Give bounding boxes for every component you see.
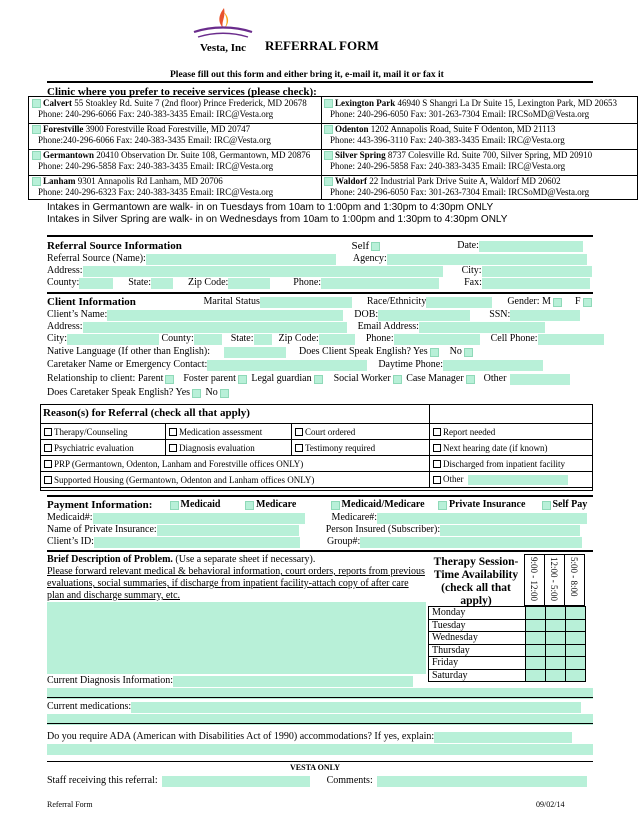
- comments-field[interactable]: [377, 776, 587, 787]
- self-checkbox[interactable]: [371, 242, 380, 251]
- comments-label: Comments:: [326, 775, 373, 786]
- time-header-1: 9:00 - 12:00: [524, 554, 545, 606]
- reason-therapy[interactable]: Therapy/Counseling: [41, 424, 166, 440]
- medications-field[interactable]: [131, 702, 581, 713]
- speak-english-label: Does Client Speak English? Yes: [299, 346, 428, 357]
- reasons-table: [40, 423, 593, 488]
- referral-row-2: [47, 253, 593, 265]
- checkbox[interactable]: [433, 460, 441, 468]
- ada-row: [47, 731, 593, 743]
- checkbox[interactable]: [44, 460, 52, 468]
- client-row-1: [47, 296, 593, 308]
- slot-checkbox[interactable]: [545, 607, 565, 620]
- referral-source-heading: Referral Source Information: [47, 240, 182, 252]
- diagnosis-row: [47, 675, 593, 687]
- divider: [47, 761, 593, 762]
- referral-fax-field[interactable]: [482, 278, 590, 289]
- footer-right: 09/02/14: [536, 800, 565, 809]
- referral-name-label: Referral Source (Name):: [47, 253, 146, 264]
- client-zip-field[interactable]: [319, 334, 355, 345]
- divider: [47, 495, 593, 497]
- clinic-checkbox[interactable]: [324, 99, 333, 108]
- referral-address-label: Address:: [47, 265, 83, 276]
- medicare-num-label: Medicare#:: [331, 512, 378, 523]
- reason-prp[interactable]: PRP (Germantown, Odenton, Lanham and Forestville offices ONLY): [41, 456, 430, 472]
- caretaker-label: Caretaker Name or Emergency Contact:: [47, 359, 208, 370]
- footer-left: Referral Form: [47, 800, 93, 809]
- reason-report[interactable]: Report needed: [430, 424, 593, 440]
- group-field[interactable]: [360, 537, 582, 548]
- clinic-checkbox[interactable]: [324, 125, 333, 134]
- slot-checkbox[interactable]: [525, 657, 545, 670]
- group-label: Group#:: [326, 536, 361, 547]
- referral-phone-label: Phone:: [293, 277, 322, 288]
- reason-discharged[interactable]: Discharged from inpatient facility: [430, 456, 593, 472]
- medicare-label: Medicare: [256, 499, 297, 510]
- client-name-field[interactable]: [107, 310, 343, 321]
- slot-checkbox[interactable]: [525, 607, 545, 620]
- reason-diagnosis[interactable]: Diagnosis evaluation: [166, 440, 292, 456]
- availability-row: Wednesday: [429, 632, 586, 645]
- reason-court[interactable]: Court ordered: [292, 424, 430, 440]
- referral-state-field[interactable]: [151, 278, 173, 289]
- male-checkbox[interactable]: [553, 298, 562, 307]
- slot-checkbox[interactable]: [565, 632, 585, 645]
- time-header-3: 5:00 - 8:00: [564, 554, 585, 606]
- referral-row-1: [47, 240, 593, 252]
- case-manager-label: Case Manager: [406, 373, 464, 384]
- referral-zip-field[interactable]: [228, 278, 270, 289]
- slot-checkbox[interactable]: [545, 657, 565, 670]
- referral-row-4: [47, 277, 593, 289]
- slot-checkbox[interactable]: [525, 619, 545, 632]
- form-instructions: Please fill out this form and either bring it, e-mail it, mail it or fax it: [170, 70, 444, 80]
- private-insurance-checkbox[interactable]: [438, 501, 447, 510]
- medicaid-num-label: Medicaid#:: [47, 512, 93, 523]
- client-id-field[interactable]: [94, 537, 300, 548]
- client-state-field[interactable]: [254, 334, 272, 345]
- medicaid-checkbox[interactable]: [170, 501, 179, 510]
- client-row-2: [47, 309, 593, 321]
- caretaker-field[interactable]: [207, 360, 367, 371]
- dob-field[interactable]: [378, 310, 470, 321]
- medicare-checkbox[interactable]: [245, 501, 254, 510]
- date-field[interactable]: [479, 241, 583, 252]
- problem-description-field[interactable]: [47, 602, 426, 674]
- diagnosis-field[interactable]: [173, 676, 413, 687]
- payment-row-2: [47, 512, 593, 524]
- slot-checkbox[interactable]: [545, 632, 565, 645]
- referral-city-label: City:: [461, 265, 482, 276]
- clinic-checkbox[interactable]: [32, 177, 41, 186]
- referral-phone-field[interactable]: [321, 278, 439, 289]
- date-label: Date:: [457, 240, 479, 251]
- referral-row-3: [47, 265, 593, 277]
- referral-zip-label: Zip Code:: [188, 277, 229, 288]
- foster-checkbox[interactable]: [238, 375, 247, 384]
- checkbox[interactable]: [169, 444, 177, 452]
- race-field[interactable]: [426, 297, 492, 308]
- reason-testimony[interactable]: Testimony required: [292, 440, 430, 456]
- relationship-label: Relationship to client: Parent: [47, 373, 164, 384]
- payment-heading: Payment Information:: [47, 499, 153, 511]
- speak-english-no-checkbox[interactable]: [464, 348, 473, 357]
- flame-logo-icon: [188, 6, 258, 40]
- walkin-germantown: Intakes in Germantown are walk- in on Tuesdays from 10am to 1:00pm and 1:30pm to 4:30pm ONLY: [47, 202, 494, 213]
- diagnosis-label: Current Diagnosis Information:: [47, 675, 174, 686]
- client-address-field[interactable]: [83, 322, 347, 333]
- slot-checkbox[interactable]: [545, 619, 565, 632]
- cell-label: Cell Phone:: [490, 333, 538, 344]
- private-insurance-label: Private Insurance: [449, 499, 526, 510]
- agency-label: Agency:: [352, 253, 387, 264]
- marital-field[interactable]: [260, 297, 352, 308]
- client-row-4: [47, 333, 593, 345]
- private-ins-label: Name of Private Insurance:: [47, 524, 157, 535]
- female-checkbox[interactable]: [583, 298, 592, 307]
- referral-city-field[interactable]: [482, 266, 592, 277]
- referral-state-label: State:: [128, 277, 152, 288]
- checkbox[interactable]: [295, 428, 303, 436]
- ada-label: Do you require ADA (American with Disabilities Act of 1990) accommodations? If yes, explain:: [47, 731, 435, 742]
- private-ins-field[interactable]: [157, 525, 299, 536]
- slot-checkbox[interactable]: [565, 607, 585, 620]
- marital-label: Marital Status: [203, 296, 260, 307]
- vesta-logo: [188, 6, 258, 56]
- availability-table: [428, 606, 586, 682]
- vesta-only-row: [47, 775, 593, 787]
- language-label: Native Language (If other than English):: [47, 346, 210, 357]
- no-label: No: [449, 346, 462, 357]
- medicaid-medicare-checkbox[interactable]: [331, 501, 340, 510]
- clinic-checkbox[interactable]: [324, 151, 333, 160]
- checkbox[interactable]: [44, 428, 52, 436]
- clinic-checkbox[interactable]: [32, 125, 41, 134]
- referral-county-field[interactable]: [79, 278, 113, 289]
- self-pay-label: Self Pay: [552, 499, 588, 510]
- clinic-checkbox[interactable]: [32, 151, 41, 160]
- clinic-lexington-park[interactable]: Lexington Park 46940 S Shangri La Dr Suite 15, Lexington Park, MD 20653 Phone: 240-296-6050 Fax: 301-263-7304 Email: IRCSoMD@Vesta.org: [322, 98, 636, 120]
- daytime-label: Daytime Phone:: [378, 359, 444, 370]
- caretaker-english-label: Does Caretaker Speak English? Yes: [47, 387, 191, 398]
- cell-field[interactable]: [538, 334, 604, 345]
- medicare-num-field[interactable]: [377, 513, 587, 524]
- medicaid-label: Medicaid: [180, 499, 221, 510]
- caretaker-english-no-checkbox[interactable]: [220, 389, 229, 398]
- payment-row-4: [47, 536, 593, 548]
- form-title: REFERRAL FORM: [265, 38, 379, 53]
- client-row-8: [47, 387, 593, 399]
- foster-label: Foster parent: [183, 373, 236, 384]
- slot-checkbox[interactable]: [565, 657, 585, 670]
- divider: [47, 81, 593, 83]
- staff-label: Staff receiving this referral:: [47, 775, 158, 786]
- other-label: Other: [483, 373, 507, 384]
- medications-row: [47, 701, 593, 713]
- daytime-field[interactable]: [443, 360, 543, 371]
- client-heading: Client Information: [47, 296, 136, 308]
- reason-other[interactable]: Other: [430, 472, 593, 488]
- client-city-field[interactable]: [67, 334, 159, 345]
- divider: [47, 697, 593, 698]
- email-field[interactable]: [419, 322, 545, 333]
- social-checkbox[interactable]: [393, 375, 402, 384]
- client-row-6: [47, 359, 593, 371]
- clinics-heading: Clinic where you prefer to receive services (please check):: [47, 86, 317, 98]
- availability-row: Tuesday: [429, 619, 586, 632]
- slot-checkbox[interactable]: [525, 632, 545, 645]
- medicaid-num-field[interactable]: [93, 513, 305, 524]
- clinic-checkbox[interactable]: [324, 177, 333, 186]
- clinic-calvert[interactable]: Calvert 55 Stoakley Rd. Suite 7 (2nd floor) Prince Frederick, MD 20678 Phone: 240-296-6066 Fax: 240-383-3435 Email: IRC@Vesta.org: [30, 98, 320, 120]
- availability-row: Friday: [429, 657, 586, 670]
- client-zip-label: Zip Code:: [278, 333, 319, 344]
- client-county-field[interactable]: [194, 334, 222, 345]
- client-phone-label: Phone:: [365, 333, 394, 344]
- clinic-lanham[interactable]: Lanham 9301 Annapolis Rd Lanham, MD 20706 Phone: 240-296-6323 Fax: 240-383-3435 Email: IRC@Vesta.org: [30, 176, 320, 198]
- parent-checkbox[interactable]: [165, 375, 174, 384]
- availability-row: Thursday: [429, 644, 586, 657]
- female-label: F: [574, 296, 581, 307]
- time-header-2: 12:00 - 5:00: [544, 554, 565, 606]
- divider: [47, 723, 593, 724]
- client-name-label: Client’s Name:: [47, 309, 108, 320]
- race-label: Race/Ethnicity: [366, 296, 427, 307]
- clinic-checkbox[interactable]: [32, 99, 41, 108]
- divider: [47, 235, 593, 237]
- checkbox[interactable]: [433, 428, 441, 436]
- checkbox[interactable]: [169, 428, 177, 436]
- client-row-7: [47, 373, 593, 385]
- agency-field[interactable]: [387, 254, 587, 265]
- email-label: Email Address:: [357, 321, 419, 332]
- relationship-other-field[interactable]: [510, 374, 570, 385]
- referral-address-field[interactable]: [83, 266, 443, 277]
- ada-field[interactable]: [434, 732, 572, 743]
- self-label: Self: [351, 240, 370, 252]
- walkin-silver-spring: Intakes in Silver Spring are walk- in on Wednesdays from 10am to 1:00pm and 1:30pm to 4:30pm ONLY: [47, 214, 508, 225]
- self-pay-checkbox[interactable]: [542, 501, 551, 510]
- checkbox[interactable]: [433, 444, 441, 452]
- availability-title: Therapy Session-Time Availability (check all that apply): [433, 556, 519, 607]
- payment-row-3: [47, 524, 593, 536]
- problem-note: (Use a separate sheet if necessary).: [172, 554, 316, 565]
- language-field[interactable]: [224, 347, 286, 358]
- reason-hearing[interactable]: Next hearing date (if known): [430, 440, 593, 456]
- client-city-label: City:: [47, 333, 68, 344]
- client-id-label: Client’s ID:: [47, 536, 94, 547]
- referral-name-field[interactable]: [146, 254, 336, 265]
- reasons-box: [40, 404, 593, 491]
- ada-field-continued[interactable]: [47, 744, 593, 755]
- checkbox[interactable]: [295, 444, 303, 452]
- logo-text: Vesta, Inc: [200, 42, 247, 54]
- vesta-only-heading: VESTA ONLY: [290, 763, 341, 772]
- social-label: Social Worker: [333, 373, 391, 384]
- clinic-forestville[interactable]: Forestville 3900 Forestville Road Forestville, MD 20747 Phone:240-296-6066 Fax: 240-383-3435 Email: IRC@Vesta.org: [30, 124, 320, 146]
- referral-county-label: County:: [47, 277, 80, 288]
- medicaid-medicare-label: Medicaid/Medicare: [341, 499, 425, 510]
- staff-field[interactable]: [162, 776, 310, 787]
- slot-checkbox[interactable]: [565, 644, 585, 657]
- payment-row-1: [47, 499, 593, 511]
- client-row-5: [47, 346, 593, 358]
- subscriber-label: Person Insured (Subscriber):: [325, 524, 441, 535]
- client-row-3: [47, 321, 593, 333]
- slot-checkbox[interactable]: [545, 644, 565, 657]
- medications-label: Current medications:: [47, 701, 132, 712]
- speak-english-yes-checkbox[interactable]: [430, 348, 439, 357]
- caretaker-english-yes-checkbox[interactable]: [192, 389, 201, 398]
- problem-instructions: Please forward relevant medical & behavioral information, court orders, reports from previous evaluations, social summaries, if discharge from inpatient facility-attach copy of after care plan and discharge summary, etc.: [47, 566, 425, 601]
- reasons-heading: Reason(s) for Referral (check all that apply): [43, 407, 250, 419]
- ssn-field[interactable]: [510, 310, 580, 321]
- divider: [47, 550, 593, 552]
- client-phone-field[interactable]: [394, 334, 480, 345]
- clinic-silver-spring[interactable]: Silver Spring 8737 Colesville Rd. Suite 700, Silver Spring, MD 20910 Phone: 240-296-5858 Fax: 240-383-3435 Email: IRC@Vesta.org: [322, 150, 636, 172]
- referral-fax-label: Fax:: [464, 277, 482, 288]
- availability-row: Monday: [429, 607, 586, 620]
- client-address-label: Address:: [47, 321, 83, 332]
- clinic-waldorf[interactable]: Waldorf 22 Industrial Park Drive Suite A, Waldorf MD 20602 Phone: 240-296-6050 Fax: 301-263-7304 Email: IRCSoMD@Vesta.org: [322, 176, 636, 198]
- case-manager-checkbox[interactable]: [466, 375, 475, 384]
- reason-medication[interactable]: Medication assessment: [166, 424, 292, 440]
- ssn-label: SSN:: [489, 309, 511, 320]
- client-state-label: State:: [230, 333, 254, 344]
- checkbox[interactable]: [44, 476, 52, 484]
- clinic-germantown[interactable]: Germantown 20410 Observation Dr. Suite 108, Germantown, MD 20876 Phone: 240-296-5858 Fax: 240-383-3435 Email: IRC@Vesta.org: [30, 150, 320, 172]
- checkbox[interactable]: [44, 444, 52, 452]
- legal-label: Legal guardian: [251, 373, 312, 384]
- problem-heading: Brief Description of Problem.: [47, 554, 173, 565]
- checkbox[interactable]: [433, 476, 441, 484]
- clinic-odenton[interactable]: Odenton 1202 Annapolis Road, Suite F Odenton, MD 21113 Phone: 443-396-3110 Fax: 240-383-3435 Email: IRC@Vesta.org: [322, 124, 636, 146]
- reason-psychiatric[interactable]: Psychiatric evaluation: [41, 440, 166, 456]
- reason-other-field[interactable]: [468, 475, 568, 485]
- availability-row: Saturday: [429, 669, 586, 682]
- problem-section: [47, 554, 427, 602]
- reason-housing[interactable]: Supported Housing (Germantown, Odenton and Lanham offices ONLY): [41, 472, 430, 488]
- no-label: No: [205, 387, 218, 398]
- slot-checkbox[interactable]: [565, 619, 585, 632]
- legal-checkbox[interactable]: [314, 375, 323, 384]
- client-county-label: County:: [161, 333, 194, 344]
- slot-checkbox[interactable]: [525, 644, 545, 657]
- gender-label: Gender: M: [507, 296, 551, 307]
- divider: [47, 292, 593, 294]
- dob-label: DOB:: [354, 309, 379, 320]
- subscriber-field[interactable]: [440, 525, 580, 536]
